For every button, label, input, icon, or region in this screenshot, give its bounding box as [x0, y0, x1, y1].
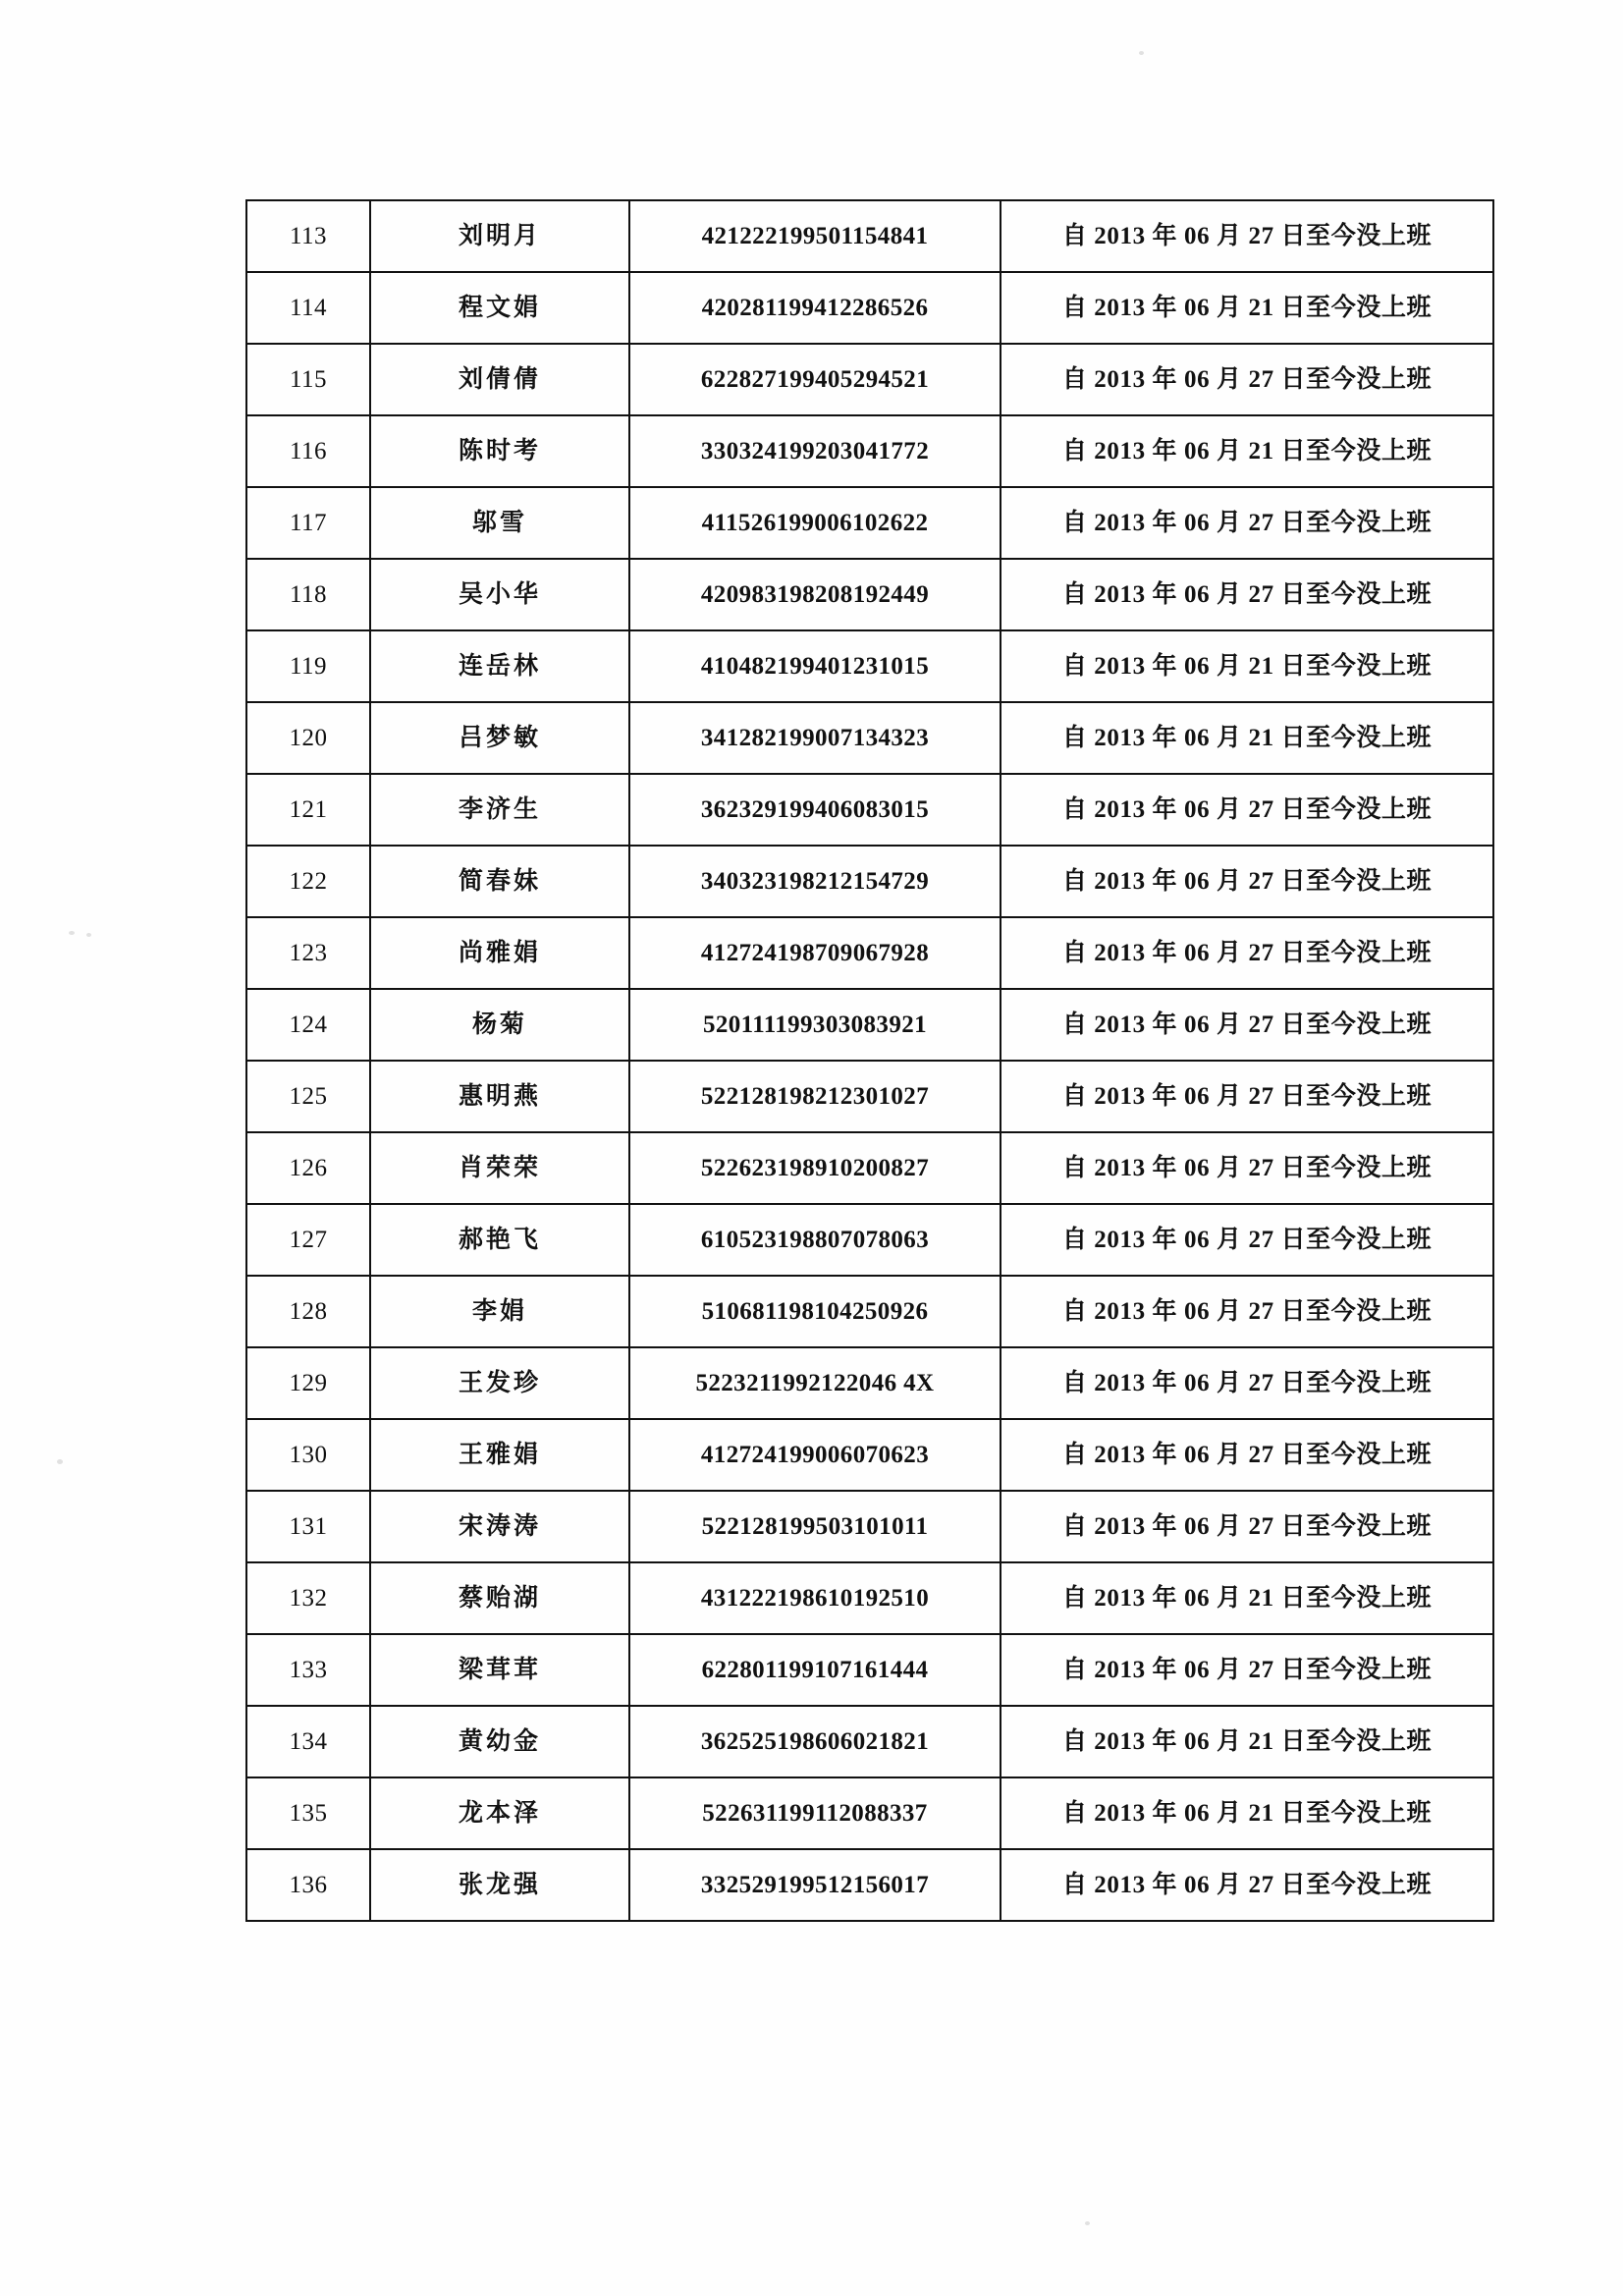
row-id-number: 622801199107161444 [629, 1634, 1001, 1706]
scan-speckle [69, 931, 75, 935]
row-note: 自 2013 年 06 月 27 日至今没上班 [1001, 1419, 1493, 1491]
row-id-number: 520111199303083921 [629, 989, 1001, 1061]
table-row [246, 1634, 1493, 1706]
row-note: 自 2013 年 06 月 27 日至今没上班 [1001, 1491, 1493, 1562]
row-name: 王发珍 [370, 1347, 629, 1419]
row-index: 136 [246, 1849, 370, 1921]
row-index: 115 [246, 344, 370, 415]
row-index: 131 [246, 1491, 370, 1562]
row-id-number: 412724199006070623 [629, 1419, 1001, 1491]
row-id-number: 5223211992122046 4X [629, 1347, 1001, 1419]
row-name: 肖荣荣 [370, 1132, 629, 1204]
row-name: 李娟 [370, 1276, 629, 1347]
scan-speckle [86, 933, 91, 937]
row-note: 自 2013 年 06 月 27 日至今没上班 [1001, 846, 1493, 917]
table-row [246, 1347, 1493, 1419]
table-row [246, 989, 1493, 1061]
row-id-number: 411526199006102622 [629, 487, 1001, 559]
table-row [246, 344, 1493, 415]
row-note: 自 2013 年 06 月 27 日至今没上班 [1001, 1276, 1493, 1347]
row-name: 宋涛涛 [370, 1491, 629, 1562]
row-index: 120 [246, 702, 370, 774]
row-id-number: 330324199203041772 [629, 415, 1001, 487]
row-index: 113 [246, 200, 370, 272]
table-row [246, 1849, 1493, 1921]
row-note: 自 2013 年 06 月 27 日至今没上班 [1001, 774, 1493, 846]
row-id-number: 332529199512156017 [629, 1849, 1001, 1921]
row-note: 自 2013 年 06 月 21 日至今没上班 [1001, 1777, 1493, 1849]
row-note: 自 2013 年 06 月 21 日至今没上班 [1001, 415, 1493, 487]
row-id-number: 522128198212301027 [629, 1061, 1001, 1132]
row-note: 自 2013 年 06 月 27 日至今没上班 [1001, 1132, 1493, 1204]
table-row [246, 774, 1493, 846]
row-note: 自 2013 年 06 月 27 日至今没上班 [1001, 344, 1493, 415]
row-note: 自 2013 年 06 月 21 日至今没上班 [1001, 702, 1493, 774]
row-name: 黄幼金 [370, 1706, 629, 1777]
row-id-number: 420983198208192449 [629, 559, 1001, 630]
row-note: 自 2013 年 06 月 27 日至今没上班 [1001, 487, 1493, 559]
row-id-number: 421222199501154841 [629, 200, 1001, 272]
row-note: 自 2013 年 06 月 27 日至今没上班 [1001, 1204, 1493, 1276]
row-index: 116 [246, 415, 370, 487]
row-index: 127 [246, 1204, 370, 1276]
row-id-number: 341282199007134323 [629, 702, 1001, 774]
table-row [246, 487, 1493, 559]
table-row [246, 415, 1493, 487]
table-row [246, 846, 1493, 917]
row-name: 简春妹 [370, 846, 629, 917]
table-body [246, 200, 1493, 1921]
table-row [246, 917, 1493, 989]
row-name: 龙本泽 [370, 1777, 629, 1849]
row-note: 自 2013 年 06 月 27 日至今没上班 [1001, 1849, 1493, 1921]
employee-absence-table [245, 199, 1494, 1922]
row-note: 自 2013 年 06 月 27 日至今没上班 [1001, 1634, 1493, 1706]
table-row [246, 272, 1493, 344]
row-name: 连岳林 [370, 630, 629, 702]
row-name: 刘明月 [370, 200, 629, 272]
row-name: 张龙强 [370, 1849, 629, 1921]
row-name: 杨菊 [370, 989, 629, 1061]
row-id-number: 412724198709067928 [629, 917, 1001, 989]
row-id-number: 431222198610192510 [629, 1562, 1001, 1634]
row-note: 自 2013 年 06 月 27 日至今没上班 [1001, 1061, 1493, 1132]
row-index: 125 [246, 1061, 370, 1132]
row-index: 114 [246, 272, 370, 344]
row-index: 129 [246, 1347, 370, 1419]
row-note: 自 2013 年 06 月 27 日至今没上班 [1001, 200, 1493, 272]
table-row [246, 1419, 1493, 1491]
table-row [246, 1276, 1493, 1347]
table-row [246, 1777, 1493, 1849]
scan-speckle [57, 1459, 63, 1464]
row-name: 陈时考 [370, 415, 629, 487]
row-index: 119 [246, 630, 370, 702]
row-id-number: 522631199112088337 [629, 1777, 1001, 1849]
row-index: 128 [246, 1276, 370, 1347]
row-index: 123 [246, 917, 370, 989]
row-name: 梁茸茸 [370, 1634, 629, 1706]
row-name: 尚雅娟 [370, 917, 629, 989]
row-index: 121 [246, 774, 370, 846]
row-index: 117 [246, 487, 370, 559]
table-row [246, 559, 1493, 630]
row-note: 自 2013 年 06 月 27 日至今没上班 [1001, 917, 1493, 989]
row-index: 132 [246, 1562, 370, 1634]
row-note: 自 2013 年 06 月 27 日至今没上班 [1001, 1347, 1493, 1419]
row-index: 130 [246, 1419, 370, 1491]
row-index: 126 [246, 1132, 370, 1204]
table-row [246, 702, 1493, 774]
row-name: 王雅娟 [370, 1419, 629, 1491]
table-row [246, 630, 1493, 702]
scan-speckle [1139, 51, 1144, 55]
row-note: 自 2013 年 06 月 21 日至今没上班 [1001, 630, 1493, 702]
row-note: 自 2013 年 06 月 21 日至今没上班 [1001, 1562, 1493, 1634]
row-id-number: 510681198104250926 [629, 1276, 1001, 1347]
row-id-number: 362525198606021821 [629, 1706, 1001, 1777]
table-row [246, 1562, 1493, 1634]
row-name: 李济生 [370, 774, 629, 846]
row-index: 118 [246, 559, 370, 630]
row-index: 135 [246, 1777, 370, 1849]
table-row [246, 1491, 1493, 1562]
row-id-number: 522623198910200827 [629, 1132, 1001, 1204]
row-id-number: 340323198212154729 [629, 846, 1001, 917]
row-id-number: 420281199412286526 [629, 272, 1001, 344]
table-row [246, 1204, 1493, 1276]
row-id-number: 410482199401231015 [629, 630, 1001, 702]
row-id-number: 362329199406083015 [629, 774, 1001, 846]
row-name: 郝艳飞 [370, 1204, 629, 1276]
table-row [246, 1061, 1493, 1132]
row-name: 吴小华 [370, 559, 629, 630]
row-note: 自 2013 年 06 月 21 日至今没上班 [1001, 1706, 1493, 1777]
row-name: 程文娟 [370, 272, 629, 344]
row-note: 自 2013 年 06 月 27 日至今没上班 [1001, 559, 1493, 630]
row-name: 刘倩倩 [370, 344, 629, 415]
row-index: 122 [246, 846, 370, 917]
table-row [246, 1706, 1493, 1777]
row-name: 蔡贻湖 [370, 1562, 629, 1634]
row-index: 133 [246, 1634, 370, 1706]
row-name: 邬雪 [370, 487, 629, 559]
row-id-number: 610523198807078063 [629, 1204, 1001, 1276]
row-index: 134 [246, 1706, 370, 1777]
row-id-number: 522128199503101011 [629, 1491, 1001, 1562]
row-id-number: 622827199405294521 [629, 344, 1001, 415]
table-row [246, 200, 1493, 272]
row-name: 吕梦敏 [370, 702, 629, 774]
row-note: 自 2013 年 06 月 27 日至今没上班 [1001, 989, 1493, 1061]
table-row [246, 1132, 1493, 1204]
row-name: 惠明燕 [370, 1061, 629, 1132]
row-index: 124 [246, 989, 370, 1061]
scan-speckle [1085, 2221, 1090, 2225]
row-note: 自 2013 年 06 月 21 日至今没上班 [1001, 272, 1493, 344]
